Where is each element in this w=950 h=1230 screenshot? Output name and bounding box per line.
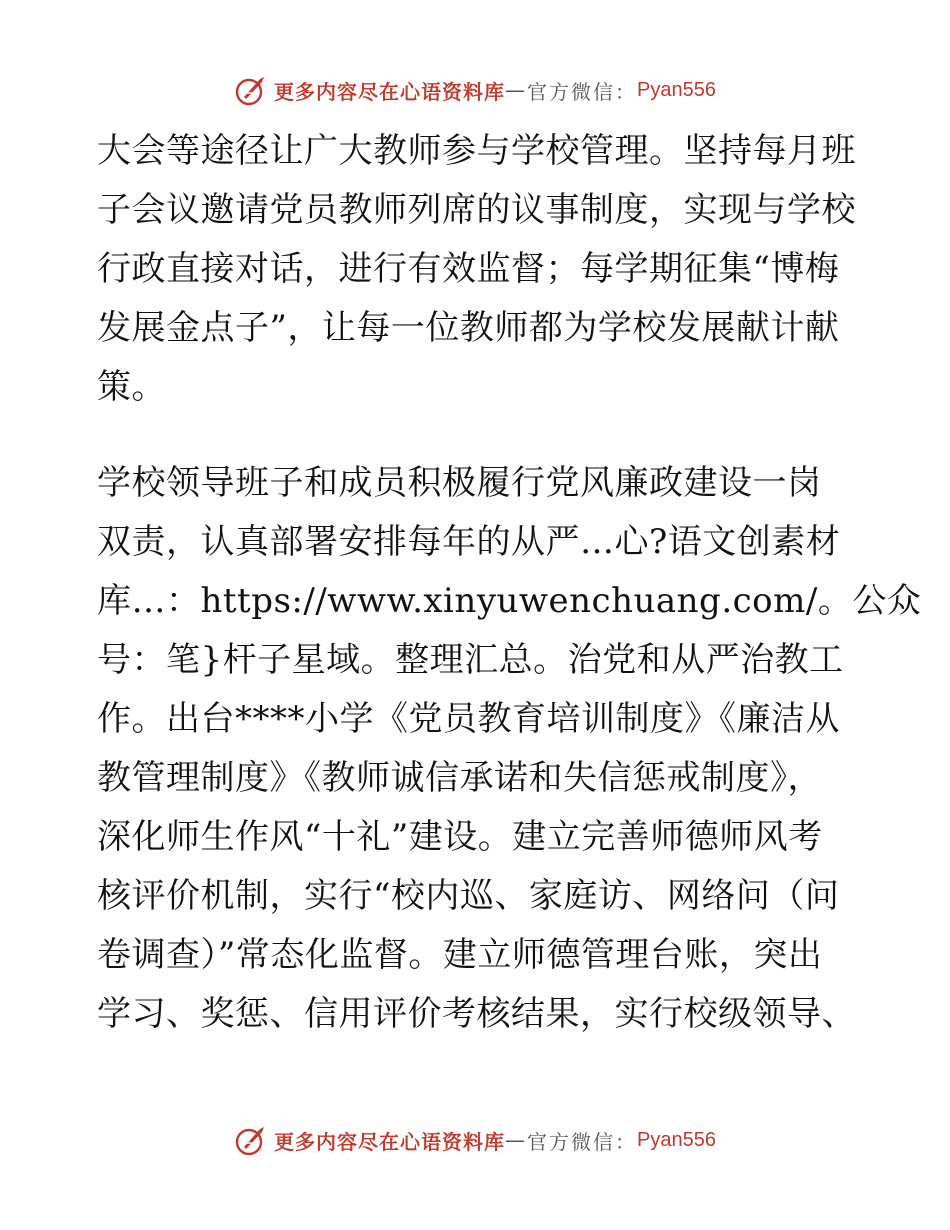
header-watermark-banner <box>0 70 950 110</box>
text-line: 发展金点子”，让每一位教师都为学校发展献计献 <box>97 308 840 348</box>
text-line: 卷调查）”常态化监督。建立师德管理台账，突出 <box>97 935 823 975</box>
feather-pen-circle-icon <box>234 1123 268 1157</box>
text-line: 行政直接对话，进行有效监督；每学期征集“博梅 <box>97 249 840 289</box>
watermark-site-text: 更多内容尽在心语资料库 <box>274 1129 506 1154</box>
document-body <box>97 122 922 1044</box>
paragraph-spacer <box>97 417 857 454</box>
watermark-wechat-id: Pyan556 <box>637 1128 716 1151</box>
text-line: 学校领导班子和成员积极履行党风廉政建设一岗 <box>97 463 822 503</box>
text-line: 学习、奖惩、信用评价考核结果，实行校级领导、 <box>97 994 856 1034</box>
watermark-site-text: 更多内容尽在心语资料库 <box>274 79 506 104</box>
watermark-wechat-id: Pyan556 <box>637 78 716 101</box>
text-line: 深化师生作风“十礼”建设。建立完善师德师风考 <box>97 817 823 857</box>
text-line: 教管理制度》《教师诚信承诺和失信惩戒制度》， <box>97 758 822 798</box>
text-line: 核评价机制，实行“校内巡、家庭访、网络问（问 <box>97 876 840 916</box>
text-line: 双责，认真部署安排每年的从严…心?语文创素材 <box>97 522 841 562</box>
paragraph <box>97 122 857 417</box>
watermark-wechat-label: 官方微信： <box>527 79 638 104</box>
text-line: 策。 <box>97 367 166 407</box>
watermark-separator: — <box>505 78 528 102</box>
text-line: 号：笔}杆子星域。整理汇总。治党和从严治教工 <box>97 640 844 680</box>
text-line: 子会议邀请党员教师列席的议事制度，实现与学校 <box>97 190 856 230</box>
paragraph <box>97 454 922 1044</box>
watermark-wechat-label: 官方微信： <box>527 1129 638 1154</box>
footer-watermark-banner <box>0 1120 950 1160</box>
text-line: 库…：https://www.xinyuwenchuang.com/。公众 <box>97 581 922 621</box>
watermark-separator: — <box>505 1128 528 1152</box>
text-line: 作。出台****小学《党员教育培训制度》《廉洁从 <box>97 699 840 739</box>
feather-pen-circle-icon <box>234 73 268 107</box>
text-line: 大会等途径让广大教师参与学校管理。坚持每月班 <box>97 131 856 171</box>
